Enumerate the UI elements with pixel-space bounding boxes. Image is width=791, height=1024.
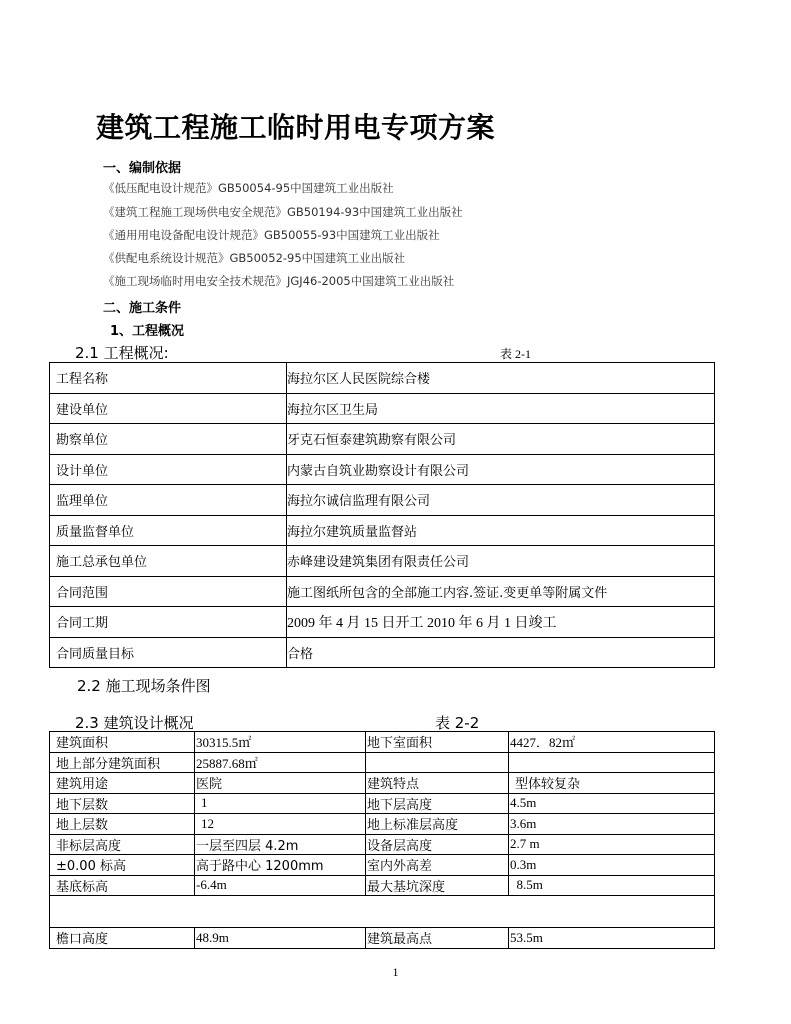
- table-value: 2009 年 4 月 15 日开工 2010 年 6 月 1 日竣工: [287, 607, 715, 638]
- table-value: 内蒙古自筑业勘察设计有限公司: [287, 454, 715, 485]
- table-key: 监理单位: [50, 485, 287, 516]
- table-row: [50, 814, 715, 835]
- site-conditions-caption: 2.2 施工现场条件图: [77, 677, 211, 695]
- table-row: [50, 855, 715, 876]
- table-key: 建设单位: [50, 393, 287, 424]
- table-row-blank: [50, 896, 715, 928]
- table-value: 1: [195, 793, 366, 814]
- table-value: 牙克石恒泰建筑勘察有限公司: [287, 424, 715, 455]
- table-value: 8.5m: [509, 875, 715, 896]
- reference-item: 《低压配电设计规范》GB50054-95中国建筑工业出版社: [103, 181, 394, 195]
- table-value: [509, 752, 715, 773]
- table-key: 地上部分建筑面积: [50, 752, 195, 773]
- table-key: 地上标准层高度: [366, 814, 509, 835]
- table1-label: 表 2-1: [500, 347, 531, 361]
- table-row: [50, 928, 715, 949]
- table-row: [50, 793, 715, 814]
- table-row: [50, 454, 715, 485]
- table-key: 地下室面积: [366, 732, 509, 753]
- table-row: [50, 393, 715, 424]
- table-key: 非标层高度: [50, 834, 195, 855]
- table-value: 一层至四层 4.2m: [195, 834, 366, 855]
- table-row: [50, 576, 715, 607]
- table-value: 施工图纸所包含的全部施工内容.签证.变更单等附属文件: [287, 576, 715, 607]
- table-key: 合同范围: [50, 576, 287, 607]
- table-key: 建筑面积: [50, 732, 195, 753]
- reference-item: 《供配电系统设计规范》GB50052-95中国建筑工业出版社: [103, 251, 406, 265]
- table1-caption: 2.1 工程概况:: [75, 344, 169, 362]
- table-row: [50, 637, 715, 668]
- table2-caption: 2.3 建筑设计概况: [75, 714, 194, 732]
- table-row: [50, 875, 715, 896]
- table-row: [50, 752, 715, 773]
- table-key: 最大基坑深度: [366, 875, 509, 896]
- table-row: [50, 773, 715, 794]
- table-key: 建筑特点: [366, 773, 509, 794]
- table-key: 合同工期: [50, 607, 287, 638]
- table-key: 合同质量目标: [50, 637, 287, 668]
- table-value: 0.3m: [509, 855, 715, 876]
- table-row: [50, 363, 715, 394]
- table-value: 海拉尔区人民医院综合楼: [287, 363, 715, 394]
- table-value: 4.5m: [509, 793, 715, 814]
- table-key: 地下层高度: [366, 793, 509, 814]
- table-value: 高于路中心 1200mm: [195, 855, 366, 876]
- project-overview-table: [49, 362, 715, 668]
- table-value: 赤峰建设建筑集团有限责任公司: [287, 546, 715, 577]
- table-value: 海拉尔区卫生局: [287, 393, 715, 424]
- table-key: 檐口高度: [50, 928, 195, 949]
- table-key: 地上层数: [50, 814, 195, 835]
- table-value: 25887.68㎡: [195, 752, 366, 773]
- section-heading-conditions: 二、施工条件: [103, 301, 182, 316]
- table-value: 合格: [287, 637, 715, 668]
- table-row: [50, 485, 715, 516]
- table-empty-cell: [50, 896, 715, 928]
- table-value: 30315.5㎡: [195, 732, 366, 753]
- table-value: 海拉尔诚信监理有限公司: [287, 485, 715, 516]
- table-value: 12: [195, 814, 366, 835]
- page-number: 1: [392, 965, 399, 979]
- table-key: ±0.00 标高: [50, 855, 195, 876]
- table-key: 勘察单位: [50, 424, 287, 455]
- table-value: 型体较复杂: [509, 773, 715, 794]
- table-value: 3.6m: [509, 814, 715, 835]
- table-value: 海拉尔建筑质量监督站: [287, 515, 715, 546]
- subsection-heading-overview: 1、工程概况: [110, 324, 185, 339]
- table-key: [366, 752, 509, 773]
- reference-item: 《施工现场临时用电安全技术规范》JGJ46-2005中国建筑工业出版社: [103, 274, 455, 288]
- table-key: 设备层高度: [366, 834, 509, 855]
- table-value: 4427．82㎡: [509, 732, 715, 753]
- table-key: 施工总承包单位: [50, 546, 287, 577]
- table-key: 基底标高: [50, 875, 195, 896]
- table-key: 地下层数: [50, 793, 195, 814]
- reference-item: 《建筑工程施工现场供电安全规范》GB50194-93中国建筑工业出版社: [103, 205, 463, 219]
- table-value: 医院: [195, 773, 366, 794]
- building-design-table: [49, 731, 715, 949]
- reference-item: 《通用用电设备配电设计规范》GB50055-93中国建筑工业出版社: [103, 228, 440, 242]
- table-key: 设计单位: [50, 454, 287, 485]
- table-value: 48.9m: [195, 928, 366, 949]
- table-row: [50, 546, 715, 577]
- table-key: 建筑最高点: [366, 928, 509, 949]
- table-row: [50, 732, 715, 753]
- table-value: -6.4m: [195, 875, 366, 896]
- table-row: [50, 607, 715, 638]
- table-value: 53.5m: [509, 928, 715, 949]
- table-row: [50, 424, 715, 455]
- page-title: 建筑工程施工临时用电专项方案: [96, 111, 496, 144]
- table2-label: 表 2-2: [435, 714, 480, 732]
- table-row: [50, 515, 715, 546]
- table-key: 室内外高差: [366, 855, 509, 876]
- table-key: 质量监督单位: [50, 515, 287, 546]
- table-key: 工程名称: [50, 363, 287, 394]
- section-heading-basis: 一、编制依据: [103, 161, 182, 176]
- table-row: [50, 834, 715, 855]
- table-value: 2.7 m: [509, 834, 715, 855]
- table-key: 建筑用途: [50, 773, 195, 794]
